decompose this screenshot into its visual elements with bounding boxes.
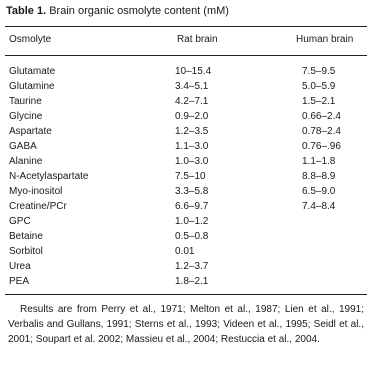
cell-human-brain: 0.66–2.4 bbox=[302, 111, 341, 122]
header-human-brain: Human brain bbox=[296, 34, 354, 45]
cell-osmolyte: Taurine bbox=[9, 96, 42, 107]
table-row bbox=[0, 139, 372, 154]
cell-rat-brain: 4.2–7.1 bbox=[175, 96, 209, 107]
table-row bbox=[0, 229, 372, 244]
header-rule bbox=[5, 55, 367, 56]
cell-osmolyte: Myo-inositol bbox=[9, 186, 63, 197]
cell-osmolyte: Aspartate bbox=[9, 126, 52, 137]
cell-osmolyte: GABA bbox=[9, 141, 37, 152]
cell-osmolyte: Alanine bbox=[9, 156, 43, 167]
table-row bbox=[0, 154, 372, 169]
cell-osmolyte: Glycine bbox=[9, 111, 43, 122]
table-row bbox=[0, 184, 372, 199]
table-header-row bbox=[0, 34, 372, 48]
table-row bbox=[0, 79, 372, 94]
cell-rat-brain: 1.0–1.2 bbox=[175, 216, 209, 227]
cell-human-brain: 1.1–1.8 bbox=[302, 156, 336, 167]
caption-title: Brain organic osmolyte content (mM) bbox=[49, 5, 229, 17]
table-row bbox=[0, 199, 372, 214]
table-body bbox=[0, 64, 372, 289]
cell-human-brain: 7.5–9.5 bbox=[302, 66, 336, 77]
cell-osmolyte: PEA bbox=[9, 276, 30, 287]
cell-rat-brain: 10–15.4 bbox=[175, 66, 212, 77]
cell-rat-brain: 1.2–3.5 bbox=[175, 126, 209, 137]
table-row bbox=[0, 109, 372, 124]
cell-rat-brain: 3.4–5.1 bbox=[175, 81, 209, 92]
cell-rat-brain: 7.5–10 bbox=[175, 171, 206, 182]
cell-human-brain: 6.5–9.0 bbox=[302, 186, 336, 197]
table-row bbox=[0, 244, 372, 259]
cell-osmolyte: Glutamate bbox=[9, 66, 56, 77]
cell-human-brain: 0.78–2.4 bbox=[302, 126, 341, 137]
top-rule bbox=[5, 26, 367, 27]
table-row bbox=[0, 214, 372, 229]
cell-human-brain: 8.8–8.9 bbox=[302, 171, 336, 182]
table-row bbox=[0, 169, 372, 184]
cell-osmolyte: Urea bbox=[9, 261, 31, 272]
cell-osmolyte: N-Acetylaspartate bbox=[9, 171, 89, 182]
table-row bbox=[0, 124, 372, 139]
cell-rat-brain: 6.6–9.7 bbox=[175, 201, 209, 212]
header-osmolyte: Osmolyte bbox=[9, 34, 52, 45]
table-row bbox=[0, 259, 372, 274]
cell-rat-brain: 0.01 bbox=[175, 246, 195, 257]
cell-rat-brain: 1.8–2.1 bbox=[175, 276, 209, 287]
cell-rat-brain: 1.2–3.7 bbox=[175, 261, 209, 272]
table-row bbox=[0, 64, 372, 79]
header-rat-brain: Rat brain bbox=[177, 34, 218, 45]
table-row bbox=[0, 94, 372, 109]
cell-osmolyte: Creatine/PCr bbox=[9, 201, 67, 212]
table-footnote: Results are from Perry et al., 1971; Melton et al., 1987; Lien et al., 1991; Verbalis and Gullans, 1991; Sterns et al., 1993; Videen et al., 1995; Seidl et al., 2001; Soupart et al. 2002; Massieu et al., 2004; Restuccia et al., 2004. bbox=[8, 304, 364, 345]
cell-rat-brain: 1.0–3.0 bbox=[175, 156, 209, 167]
table-row bbox=[0, 274, 372, 289]
cell-rat-brain: 1.1–3.0 bbox=[175, 141, 209, 152]
cell-rat-brain: 3.3–5.8 bbox=[175, 186, 209, 197]
cell-rat-brain: 0.9–2.0 bbox=[175, 111, 209, 122]
cell-rat-brain: 0.5–0.8 bbox=[175, 231, 209, 242]
cell-human-brain: 0.76–.96 bbox=[302, 141, 341, 152]
cell-osmolyte: Glutamine bbox=[9, 81, 55, 92]
cell-osmolyte: Sorbitol bbox=[9, 246, 43, 257]
cell-human-brain: 7.4–8.4 bbox=[302, 201, 336, 212]
caption-label: Table 1. bbox=[6, 5, 47, 17]
cell-human-brain: 5.0–5.9 bbox=[302, 81, 336, 92]
cell-osmolyte: Betaine bbox=[9, 231, 43, 242]
cell-human-brain: 1.5–2.1 bbox=[302, 96, 336, 107]
cell-osmolyte: GPC bbox=[9, 216, 31, 227]
table-caption bbox=[6, 5, 229, 17]
bottom-rule bbox=[5, 294, 367, 295]
